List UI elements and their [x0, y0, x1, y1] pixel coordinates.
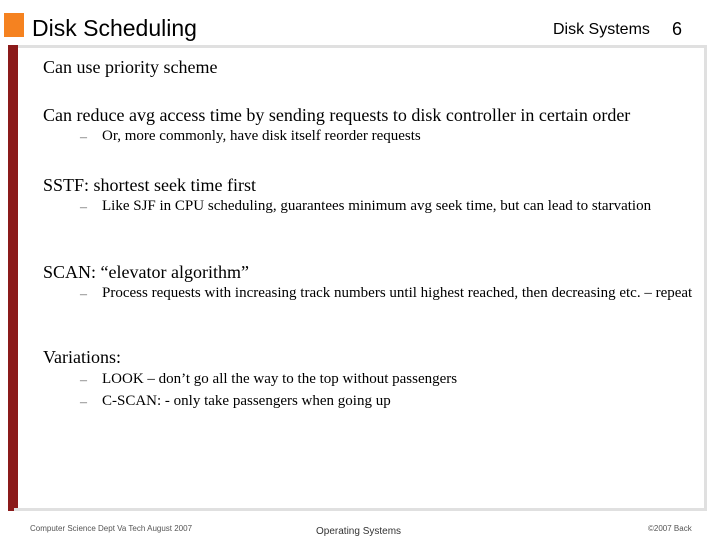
bullet-priority-scheme: Can use priority scheme [43, 57, 218, 77]
footer-copyright: ©2007 Back [648, 524, 692, 533]
title-accent-square [4, 13, 24, 37]
sub-bullet-dash: – [80, 395, 87, 410]
bullet-scan: SCAN: “elevator algorithm” [43, 262, 249, 282]
sub-bullet-c-scan: C-SCAN: - only take passengers when going up [102, 393, 391, 409]
bullet-reduce-access-time: Can reduce avg access time by sending requests to disk controller in certain order [43, 105, 631, 125]
sub-bullet-dash: – [80, 373, 87, 388]
sub-bullet-dash: – [80, 130, 87, 145]
sub-bullet-look: LOOK – don’t go all the way to the top without passengers [102, 371, 458, 387]
top-rule [14, 45, 707, 48]
footer-subject: Operating Systems [316, 526, 402, 537]
bottom-rule [14, 508, 707, 511]
sub-bullet-disk-reorder: Or, more commonly, have disk itself reorder requests [102, 128, 421, 144]
sub-bullet-dash: – [80, 287, 87, 302]
bullet-variations: Variations: [43, 347, 121, 367]
footer-course-info: Computer Science Dept Va Tech August 2007 [30, 524, 193, 533]
slide-title: Disk Scheduling [32, 15, 197, 41]
right-rule [704, 45, 707, 511]
sub-bullet-track-order: Process requests with increasing track numbers until highest reached, then decreasing etc. – repeat [102, 285, 693, 301]
sub-bullet-dash: – [80, 200, 87, 215]
left-accent-bar [8, 45, 18, 511]
page-number: 6 [672, 19, 683, 39]
section-label: Disk Systems [553, 21, 650, 38]
sub-bullet-sjf-starvation: Like SJF in CPU scheduling, guarantees minimum avg seek time, but can lead to starvation [102, 198, 652, 214]
bullet-sstf: SSTF: shortest seek time first [43, 175, 256, 195]
